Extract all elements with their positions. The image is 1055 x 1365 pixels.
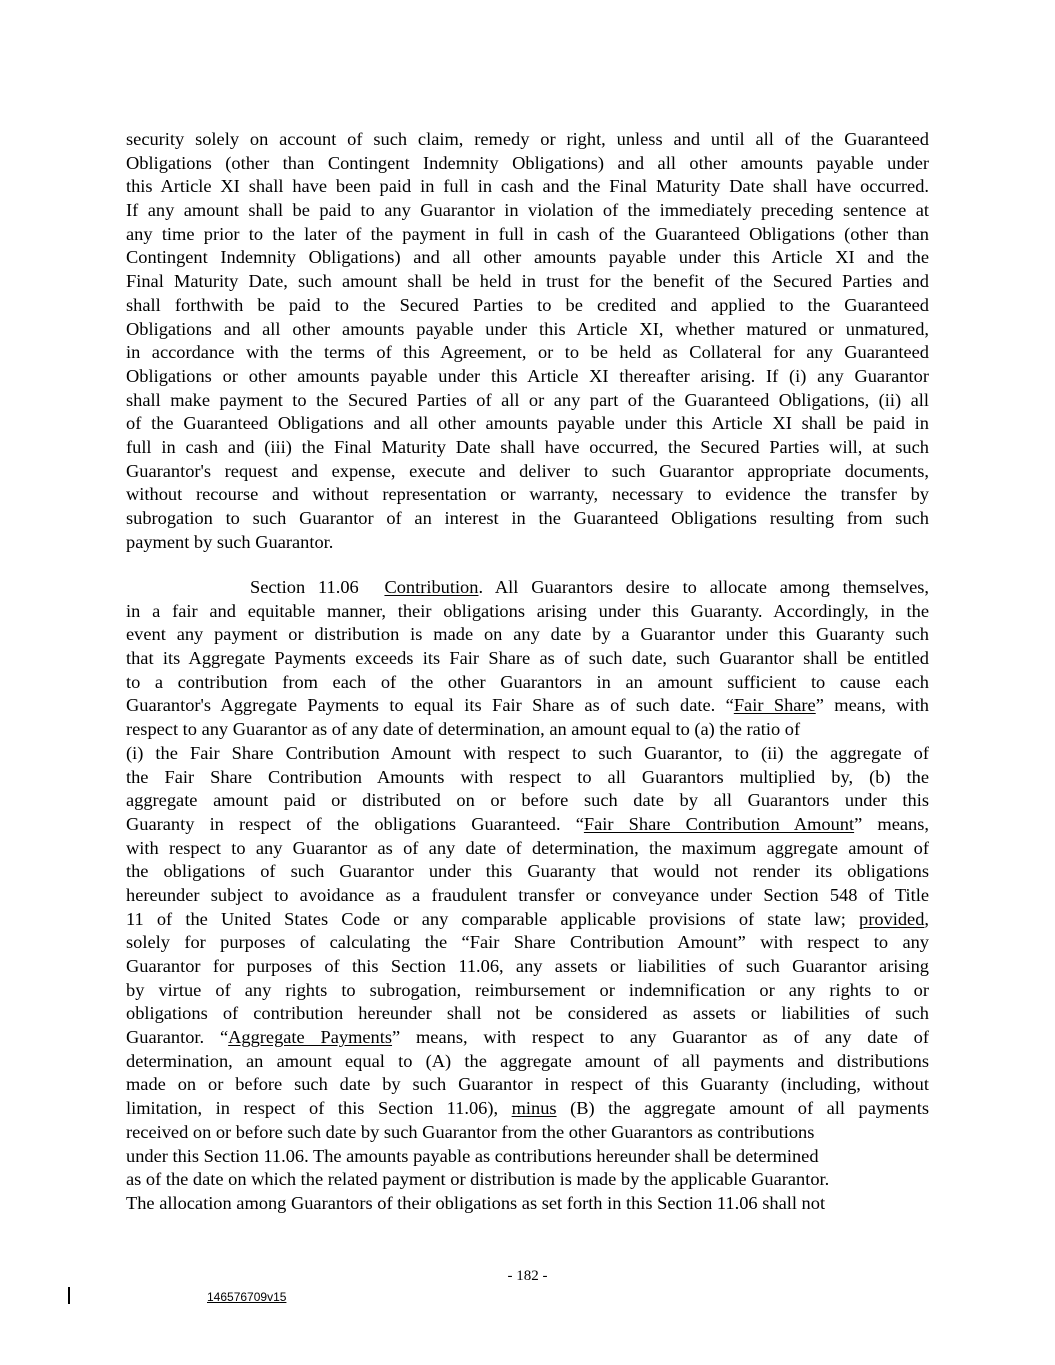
- text-fragment: ” means, with: [815, 695, 929, 716]
- defined-term-aggregate-payments: Aggregate Payments: [228, 1027, 393, 1048]
- section-11-06-paragraph: [126, 576, 929, 1216]
- text-line: [126, 1097, 929, 1121]
- text-line: shall forthwith be paid to the Secured Parties to be credited and applied to the Guaranteed: [126, 294, 929, 315]
- section-title: Contribution: [384, 577, 479, 597]
- text-line: under this Section 11.06. The amounts payable as contributions hereunder shall be determined: [126, 1145, 819, 1166]
- text-line: any time prior to the later of the payment in full in cash of the Guaranteed Obligations (other than: [126, 223, 929, 244]
- paragraph-subrogation: [126, 128, 929, 554]
- text-line: Guarantor's request and expense, execute and deliver to such Guarantor appropriate documents,: [126, 460, 929, 481]
- text-line: [126, 1026, 929, 1050]
- term-provided: provided: [859, 908, 925, 929]
- text-fragment: . All Guarantors desire to allocate among themselves,: [478, 577, 929, 597]
- text-line: made on or before such date by such Guarantor in respect of this Guaranty (including, without: [126, 1074, 929, 1095]
- text-fragment: Guaranty in respect of the obligations Guaranteed. “: [126, 813, 584, 834]
- text-fragment: 11 of the United States Code or any comparable applicable provisions of state law;: [126, 908, 860, 929]
- text-fragment: Guarantor. “: [126, 1027, 229, 1048]
- text-line: without recourse and without representation or warranty, necessary to evidence the transfer by: [126, 484, 929, 505]
- text-line: this Article XI shall have been paid in full in cash and the Final Maturity Date shall have occurred.: [126, 176, 929, 197]
- text-line: Obligations (other than Contingent Indemnity Obligations) and all other amounts payable under: [126, 152, 929, 173]
- text-line: The allocation among Guarantors of their obligations as set forth in this Section 11.06 shall not: [126, 1192, 826, 1213]
- text-line: hereunder subject to avoidance as a fraudulent transfer or conveyance under Section 548 of Title: [126, 884, 929, 905]
- text-line: with respect to any Guarantor as of any date of determination, the maximum aggregate amount of: [126, 837, 929, 858]
- text-line: obligations of contribution hereunder shall not be considered as assets or liabilities of such: [126, 1003, 929, 1024]
- text-line: Final Maturity Date, such amount shall be held in trust for the benefit of the Secured Parties and: [126, 271, 929, 292]
- text-line: event any payment or distribution is made on any date by a Guarantor under this Guaranty such: [126, 624, 929, 645]
- defined-term-fair-share: Fair Share: [733, 695, 816, 716]
- text-line: [126, 813, 929, 837]
- text-line: If any amount shall be paid to any Guarantor in violation of the immediately preceding sentence at: [126, 200, 929, 221]
- text-fragment: limitation, in respect of this Section 11.06),: [126, 1098, 512, 1119]
- text-line: [126, 908, 929, 932]
- text-line: of the Guaranteed Obligations and all other amounts payable under this Article XI shall be paid in: [126, 413, 929, 434]
- text-fragment: ” means, with respect to any Guarantor as of any date of: [392, 1027, 929, 1048]
- text-fragment: (B) the aggregate amount of all payments: [556, 1098, 929, 1119]
- text-line: by virtue of any rights to subrogation, reimbursement or indemnification or any rights to or: [126, 979, 929, 1000]
- text-line: shall make payment to the Secured Parties of all or any part of the Guaranteed Obligations, (ii) all: [126, 389, 929, 410]
- text-line: respect to any Guarantor as of any date of determination, an amount equal to (a) the ratio of: [126, 719, 801, 740]
- document-id: 146576709v15: [207, 1290, 287, 1304]
- text-line: in accordance with the terms of this Agreement, or to be held as Collateral for any Guaranteed: [126, 342, 929, 363]
- text-fragment: Guarantor's Aggregate Payments to equal its Fair Share as of such date. “: [126, 695, 734, 716]
- text-line: as of the date on which the related payment or distribution is made by the applicable Guarantor.: [126, 1169, 830, 1190]
- text-line: that its Aggregate Payments exceeds its Fair Share as of such date, such Guarantor shall be entitled: [126, 648, 929, 669]
- text-line: subrogation to such Guarantor of an interest in the Guaranteed Obligations resulting from such: [126, 508, 929, 528]
- term-minus: minus: [511, 1098, 557, 1119]
- text-line: determination, an amount equal to (A) the aggregate amount of all payments and distributions: [126, 1050, 929, 1071]
- section-heading-line: [126, 576, 929, 600]
- text-line: Guarantor for purposes of this Section 11.06, any assets or liabilities of such Guarantor arising: [126, 956, 929, 976]
- text-line: in a fair and equitable manner, their obligations arising under this Guaranty. Accordingly, in the: [126, 600, 929, 621]
- text-line: security solely on account of such claim, remedy or right, unless and until all of the Guaranteed: [126, 129, 929, 149]
- text-line: [126, 694, 929, 718]
- text-line: solely for purposes of calculating the “Fair Share Contribution Amount” with respect to any: [126, 932, 929, 953]
- text-line: Obligations or other amounts payable under this Article XI thereafter arising. If (i) any Guarantor: [126, 365, 929, 386]
- text-fragment: ,: [924, 908, 929, 929]
- text-line: aggregate amount paid or distributed on or before such date by all Guarantors under this: [126, 790, 929, 811]
- text-line: (i) the Fair Share Contribution Amount with respect to such Guarantor, to (ii) the aggregate of: [126, 742, 929, 763]
- text-fragment: ” means,: [854, 813, 930, 834]
- text-line: full in cash and (iii) the Final Maturity Date shall have occurred, the Secured Parties will, at such: [126, 436, 929, 457]
- page-number: - 182 -: [507, 1268, 548, 1284]
- text-line: the obligations of such Guarantor under this Guaranty that would not render its obligations: [126, 861, 929, 882]
- text-line: received on or before such date by such Guarantor from the other Guarantors as contributions: [126, 1121, 815, 1142]
- text-line: to a contribution from each of the other Guarantors in an amount sufficient to cause each: [126, 671, 929, 692]
- text-line: Contingent Indemnity Obligations) and all other amounts payable under this Article XI and the: [126, 247, 929, 268]
- defined-term-fair-share-contribution-amount: Fair Share Contribution Amount: [583, 813, 855, 834]
- section-number: Section 11.06: [250, 577, 359, 597]
- text-line: Obligations and all other amounts payable under this Article XI, whether matured or unmatured,: [126, 318, 929, 339]
- text-line: the Fair Share Contribution Amounts with respect to all Guarantors multiplied by, (b) the: [126, 766, 929, 787]
- revision-margin-bar: [68, 1287, 70, 1304]
- text-line: payment by such Guarantor.: [126, 531, 334, 552]
